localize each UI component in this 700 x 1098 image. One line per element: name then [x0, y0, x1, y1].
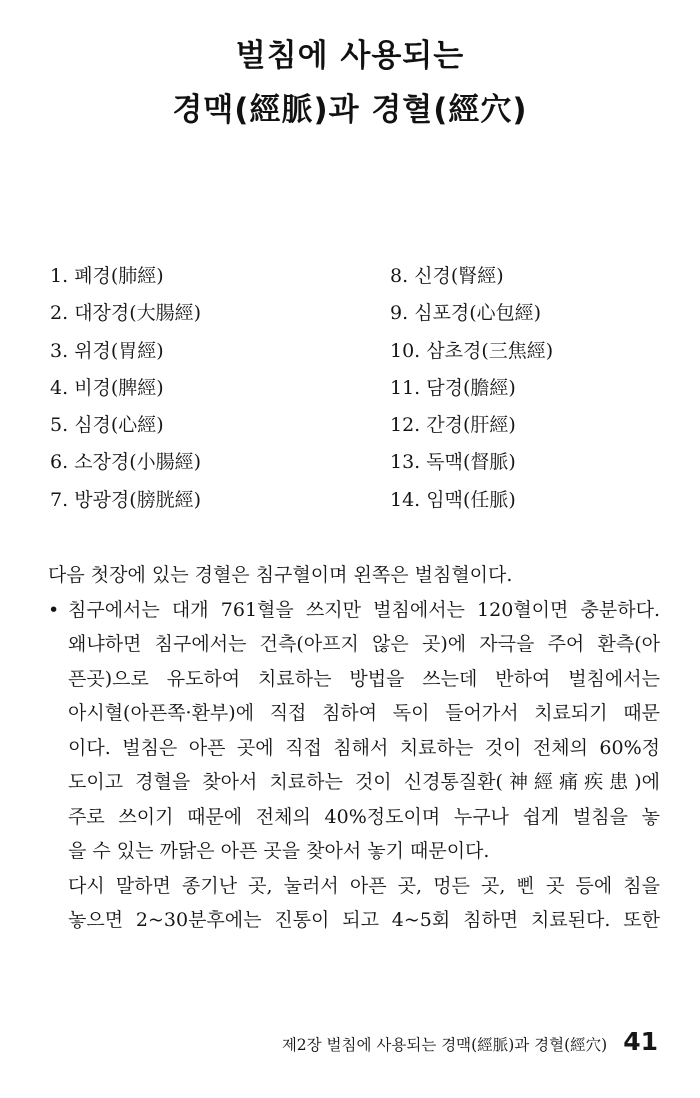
- meridian-number: 1.: [50, 265, 69, 287]
- meridian-number: 3.: [50, 339, 69, 362]
- paragraph-line: 아시혈(아픈쪽·환부)에 직접 침하여 독이 들어가서 치료되기 때문: [68, 702, 660, 724]
- bullet-marker: •: [48, 598, 60, 621]
- meridian-item: [50, 333, 201, 370]
- paragraph-line: 이다. 벌침은 아픈 곳에 직접 침해서 치료하는 것이 전체의 60%정: [68, 736, 660, 759]
- meridian-name: 간경(肝經): [426, 414, 516, 437]
- meridian-item: [390, 444, 553, 481]
- meridian-item: [50, 370, 201, 407]
- meridian-item: [390, 295, 553, 332]
- meridian-name: 대장경(大腸經): [74, 302, 202, 325]
- paragraph-line: 왜냐하면 침구에서는 건측(아프지 않은 곳)에 자극을 주어 환측(아: [68, 633, 660, 655]
- meridian-name: 폐경(肺經): [74, 265, 164, 287]
- meridian-item: [50, 407, 201, 444]
- meridian-number: 5.: [50, 414, 69, 437]
- paragraph-line: 픈곳)으로 유도하여 치료하는 방법을 쓰는데 반하여 벌침에서는: [68, 667, 660, 690]
- meridian-name: 삼초경(三焦經): [426, 339, 554, 362]
- meridian-name: 심경(心經): [74, 414, 164, 437]
- meridian-number: 11.: [390, 376, 421, 399]
- meridian-item: [50, 444, 201, 481]
- paragraph-line: 도이고 경혈을 찾아서 치료하는 것이 신경통질환(神經痛疾患)에: [68, 771, 660, 793]
- meridian-item: [50, 295, 201, 332]
- paragraph-line: 놓으면 2~30분후에는 진통이 되고 4~5회 침하면 치료된다. 또한: [68, 909, 660, 931]
- meridian-list-right: [390, 258, 553, 519]
- meridian-item: [390, 407, 553, 444]
- meridian-number: 9.: [390, 302, 409, 325]
- meridian-name: 방광경(膀胱經): [74, 488, 202, 511]
- meridian-name: 독맥(督脈): [426, 451, 516, 474]
- meridian-number: 10.: [390, 339, 421, 362]
- paragraph-line: 침구에서는 대개 761혈을 쓰지만 벌침에서는 120혈이면 충분하다.: [68, 598, 660, 621]
- meridian-number: 13.: [390, 451, 421, 474]
- meridian-number: 7.: [50, 488, 69, 511]
- paragraph-line: 다시 말하면 종기난 곳, 눌러서 아픈 곳, 멍든 곳, 삔 곳 등에 침을: [68, 874, 660, 897]
- meridian-name: 담경(膽經): [426, 376, 516, 399]
- meridian-number: 12.: [390, 414, 421, 437]
- meridian-number: 6.: [50, 451, 69, 474]
- meridian-item: [390, 258, 553, 295]
- meridian-name: 소장경(小腸經): [74, 451, 202, 474]
- meridian-item: [390, 333, 553, 370]
- meridian-name: 임맥(任脈): [426, 488, 516, 511]
- page-title-line-1: 벌침에 사용되는: [235, 38, 465, 74]
- meridian-item: [390, 370, 553, 407]
- meridian-number: 4.: [50, 376, 69, 399]
- meridian-item: [50, 258, 201, 295]
- meridian-name: 비경(脾經): [74, 376, 164, 399]
- meridian-number: 8.: [390, 265, 409, 287]
- paragraph-line: 주로 쓰이기 때문에 전체의 40%정도이며 누구나 쉽게 벌침을 놓: [68, 805, 660, 828]
- page-number: 41: [623, 1027, 658, 1056]
- page-footer: [282, 1027, 658, 1056]
- meridian-number: 14.: [390, 488, 421, 511]
- intro-paragraph: 다음 첫장에 있는 경혈은 침구혈이며 왼쪽은 벌침혈이다.: [48, 564, 513, 586]
- paragraph-line: 을 수 있는 까닭은 아픈 곳을 찾아서 놓기 때문이다.: [68, 840, 490, 862]
- meridian-name: 신경(腎經): [414, 265, 504, 287]
- meridian-number: 2.: [50, 302, 69, 325]
- page-title-line-2: 경맥(經脈)과 경혈(經穴): [172, 92, 528, 128]
- meridian-item: [50, 482, 201, 519]
- meridian-name: 심포경(心包經): [414, 302, 542, 325]
- meridian-list-left: [50, 258, 201, 519]
- running-title: 제2장 벌침에 사용되는 경맥(經脈)과 경혈(經穴): [281, 1036, 608, 1054]
- meridian-item: [390, 482, 553, 519]
- meridian-name: 위경(胃經): [74, 339, 164, 362]
